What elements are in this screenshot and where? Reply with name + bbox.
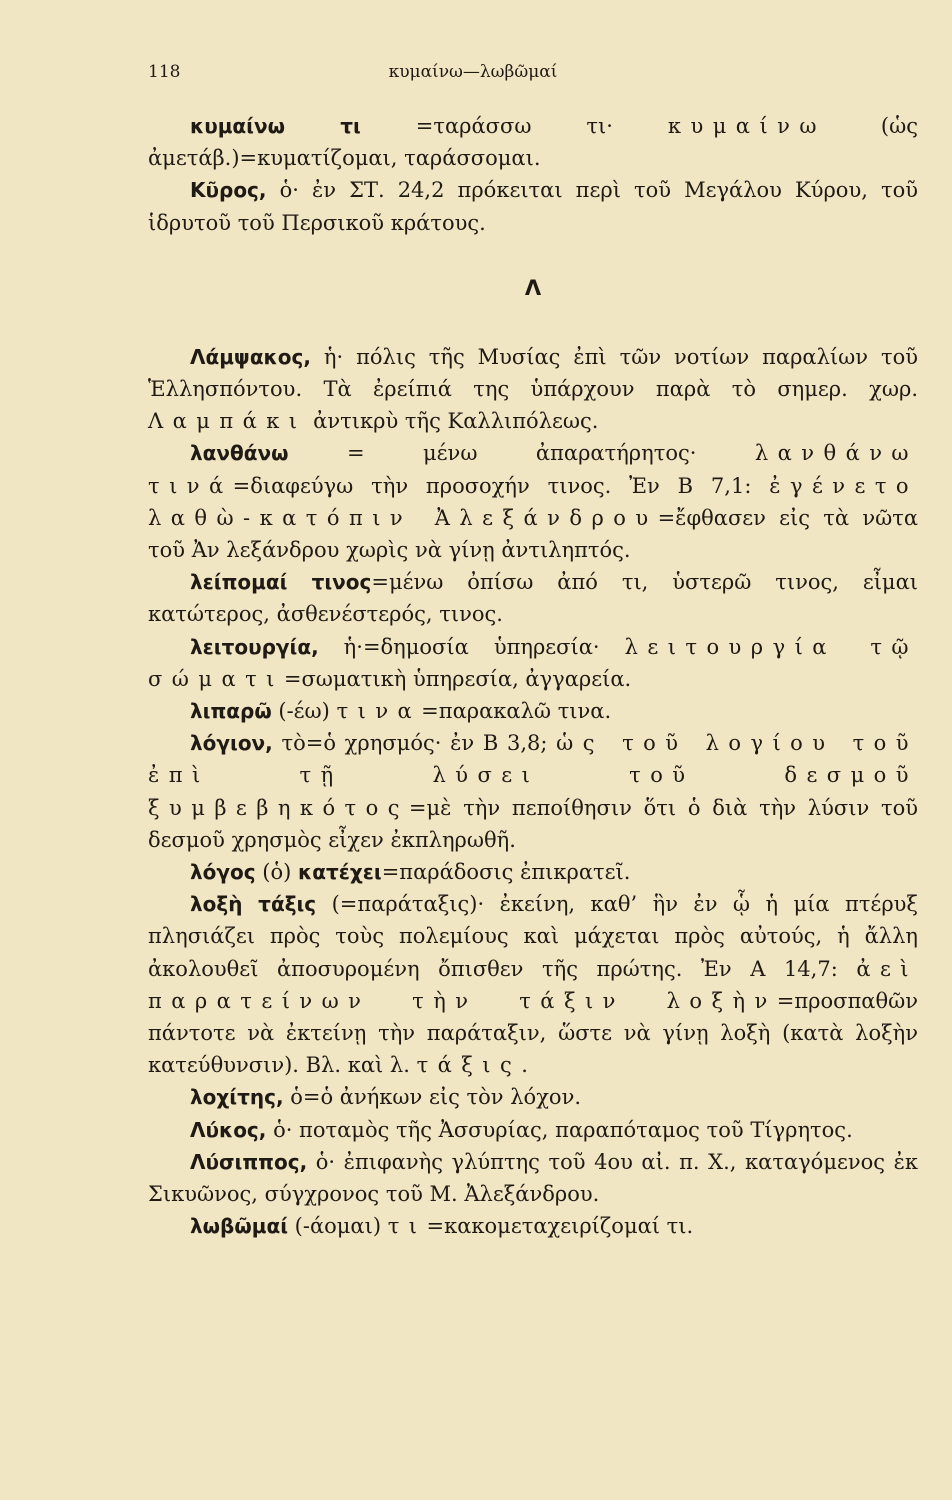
entry-text: ὁ· ποταμὸς τῆς Ἀσσυρίας, παραπόταμος τοῦ Τίγρητος.	[266, 1117, 853, 1142]
entry-text: =κακομεταχειρίζομαί τι.	[426, 1214, 694, 1239]
spaced-citation: ἐγένετο λαθὼ-κατόπιν Ἀλεξάνδρου	[148, 473, 918, 530]
entry-headword: λείπομαί τινος	[190, 570, 372, 595]
entry-text: =ταράσσω τι·	[360, 114, 668, 138]
dictionary-entry	[148, 1146, 918, 1210]
entry-headword: Κῦρος,	[190, 178, 267, 203]
entry-text: ἡ· πόλις τῆς Μυσίας ἐπὶ τῶν νοτίων παραλίων τοῦ Ἑλλησπόντου. Τὰ ἐρείπιά της ὑπάρχουν παρὰ τὸ σημερ. χωρ.	[148, 344, 918, 402]
dictionary-entry	[148, 437, 918, 566]
entry-text: =σωματικὴ ὑπηρεσία, ἀγγαρεία.	[283, 666, 632, 691]
entry-headword: Λύκος,	[190, 1117, 267, 1142]
spaced-citation: τι	[387, 1214, 427, 1239]
entry-text: =διαφεύγω τὴν προσοχήν τινος. Ἐν Β 7,1:	[232, 473, 770, 498]
entry-text: (ὡς ἀμετάβ.)=κυματίζομαι, ταράσσομαι.	[148, 114, 918, 171]
dictionary-entry	[148, 1081, 918, 1113]
dictionary-entry	[148, 1210, 918, 1242]
running-title: κυμαίνω—λωβῶμαί	[388, 62, 558, 82]
page-body	[148, 110, 918, 1243]
entries-before-section	[148, 110, 918, 239]
entry-text: (-έω)	[271, 699, 337, 724]
entry-headword: λανθάνω	[190, 441, 289, 466]
spaced-citation: Λαμπάκι	[148, 409, 307, 434]
spaced-citation: λειτουργία τῷ σώματι	[148, 634, 918, 691]
spaced-citation: κυμαίνω	[667, 114, 826, 138]
spaced-citation: τάξις	[416, 1053, 522, 1078]
dictionary-entry	[148, 341, 918, 438]
entry-headword: Λάμψακος,	[190, 344, 311, 369]
bold-term: κατέχει	[298, 860, 382, 885]
entry-text: =μένω ὀπίσω ἀπό τι, ὑστερῶ τινος, εἶμαι κατώτερος, ἀσθενέστερός, τινος.	[148, 570, 918, 627]
entry-text: (-άομαι)	[288, 1214, 388, 1239]
entry-text: (=παράταξις)· ἐκείνη, καθ’ ἣν ἐν ᾧ ἡ μία πτέρυξ πλησιάζει πρὸς τοὺς πολεμίους καὶ μάχεται πρὸς αὐτούς, ἡ ἄλλη ἀκολουθεῖ ἀποσυρομένη ὄπισθεν τῆς πρώτης. Ἐν Α 14,7:	[148, 892, 918, 981]
dictionary-entry	[148, 856, 918, 888]
entry-headword: Λύσιππος,	[190, 1149, 308, 1174]
dictionary-entry	[148, 727, 918, 856]
dictionary-entry	[148, 888, 918, 1081]
entry-text: ἀντικρὺ τῆς Καλλιπόλεως.	[306, 409, 599, 434]
entry-text: =ἔφθασεν εἰς τὰ νῶτα τοῦ Ἀν λεξάνδρου χωρὶς νὰ γίνῃ ἀντιληπτός.	[148, 505, 919, 563]
entry-headword: λοχίτης,	[190, 1085, 284, 1110]
entry-text: τὸ=ὁ χρησμός· ἐν Β 3,8;	[272, 731, 557, 756]
entry-headword: λιπαρῶ	[190, 699, 272, 724]
entry-text: =παρακαλῶ τινα.	[421, 699, 612, 724]
entry-text: ὁ=ὁ ἀνήκων εἰς τὸν λόχον.	[283, 1085, 582, 1110]
entry-headword: κυμαίνω τι	[190, 114, 361, 138]
entry-text: = μένω ἀπαρατήρητος·	[288, 441, 755, 466]
dictionary-entry	[148, 110, 918, 174]
entry-headword: λόγος	[190, 860, 256, 885]
entry-text: =παράδοσις ἐπικρατεῖ.	[381, 860, 631, 885]
entry-text: =μὲ τὴν πεποίθησιν ὅτι ὁ διὰ τὴν λύσιν τοῦ δεσμοῦ χρησμὸς εἶχεν ἐκπληρωθῆ.	[148, 795, 918, 852]
dictionary-entry	[148, 631, 918, 695]
page-number: 118	[148, 62, 181, 82]
page-header	[148, 62, 798, 86]
entry-text: =προσπαθῶν πάντοτε νὰ ἐκτείνῃ τὴν παράταξιν, ὥστε νὰ γίνῃ λοξὴ (κατὰ λοξὴν κατεύθυνσιν). Βλ. καὶ λ.	[148, 988, 918, 1078]
dictionary-entry	[148, 174, 918, 238]
entry-text: ὁ· ἐπιφανὴς γλύπτης τοῦ 4ου αἰ. π. Χ., καταγόμενος ἐκ Σικυῶνος, σύγχρονος τοῦ Μ. Ἀλεξάνδρου.	[148, 1149, 918, 1207]
spaced-citation: ἀεὶ παρατείνων τὴν τάξιν λοξὴν	[148, 956, 918, 1013]
spaced-citation: τινα	[336, 699, 422, 724]
entry-text: .	[521, 1053, 528, 1078]
entry-headword: λόγιον,	[190, 731, 273, 756]
section-letter-heading: Λ	[524, 275, 542, 300]
dictionary-entry	[148, 695, 918, 727]
entry-text: ἡ·=δημοσία ὑπηρεσία·	[318, 634, 625, 659]
spaced-citation: ὡς τοῦ λογίου τοῦ ἐπὶ τῇ λύσει τοῦ δεσμοῦ ξυμβεβηκότος	[148, 731, 918, 820]
entry-text: ὁ· ἐν ΣΤ. 24,2 πρόκειται περὶ τοῦ Μεγάλου Κύρου, τοῦ ἱδρυτοῦ τοῦ Περσικοῦ κράτους.	[148, 178, 918, 235]
entry-text: (ὁ)	[255, 860, 299, 885]
dictionary-entry	[148, 566, 918, 630]
entry-headword: λοξὴ τάξις	[190, 892, 317, 917]
spaced-citation: λανθάνω τινά	[148, 441, 918, 498]
entries-after-section	[148, 341, 918, 1243]
entry-headword: λωβῶμαί	[190, 1214, 288, 1239]
entry-headword: λειτουργία,	[190, 634, 319, 659]
dictionary-entry	[148, 1114, 918, 1146]
